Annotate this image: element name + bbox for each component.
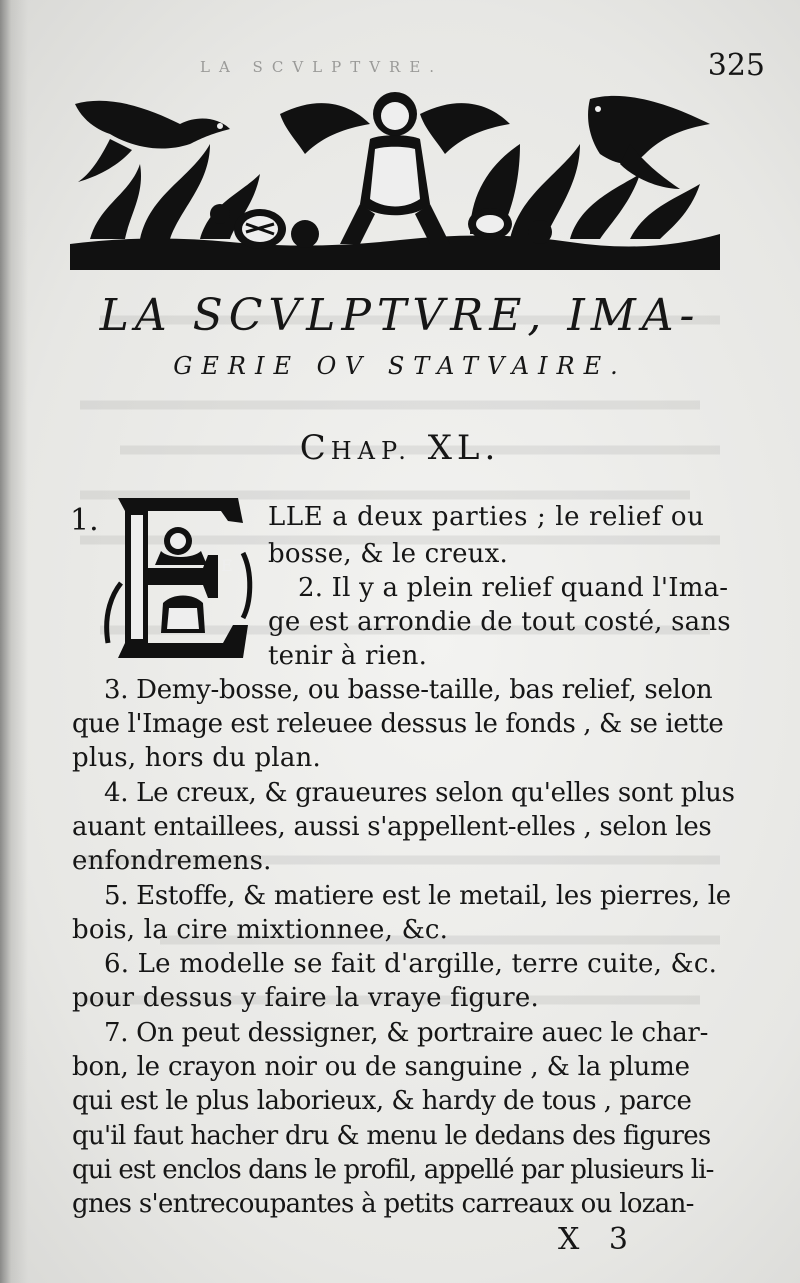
text-line: enfondremens. [72,846,272,876]
text-line: 2. Il y a plein relief quand l'Ima- [298,573,729,603]
text-line: auant entaillees, aussi s'appellent-elles , selon les [72,812,712,842]
text-line: qui est enclos dans le profil, appellé par plusieurs li- [72,1155,714,1185]
right-bird-icon [588,96,710,189]
text-line: qui est le plus laborieux, & hardy de tous , parce [72,1086,692,1116]
text-line: 6. Le modelle se fait d'argille, terre cuite, &c. [104,949,718,979]
page-number: 325 [707,48,765,83]
text-line: bosse, & le creux. [268,539,508,569]
text-line: bon, le crayon noir ou de sanguine , & la plume [72,1052,690,1082]
drop-cap-letter: E [221,556,233,575]
left-bird-icon [75,101,230,182]
chapter-title-line1: LA SCVLPTVRE, IMA- [99,290,701,341]
paragraph-number: 1. [70,503,99,538]
text-line: bois, la cire mixtionnee, &c. [72,915,449,945]
text-line: 4. Le creux, & graueures selon qu'elles sont plus [104,778,735,808]
right-foliage-icon [468,144,700,244]
drop-cap-ornament [103,493,253,663]
text-line: 5. Estoffe, & matiere est le metail, les pierres, le [104,881,731,911]
text-line: plus, hors du plan. [72,743,321,773]
text-line: pour dessus y faire la vraye figure. [72,983,539,1013]
text-line: que l'Image est releuee dessus le fonds , & se iette [72,709,724,739]
text-line: LLE a deux parties ; le relief ou [268,502,705,532]
chapter-label-rest: HAP. [330,437,412,465]
signature-mark: X 3 [558,1222,638,1257]
left-foliage-icon [90,144,319,249]
running-head: LA SCVLPTVRE. [200,58,444,76]
chapter-heading [270,428,530,468]
text-line: tenir à rien. [268,641,428,671]
text-line: 3. Demy-bosse, ou basse-taille, bas relief, selon [104,675,713,705]
text-line: qu'il faut hacher dru & menu le dedans des figures [72,1121,711,1151]
gutter-shadow [0,0,28,1283]
chapter-number: XL. [427,428,501,468]
chapter-title-line2: GERIE OV STATVAIRE. [173,352,627,380]
text-line: ge est arrondie de tout costé, sans [268,607,731,637]
chapter-label-initial: C [299,428,331,468]
text-line: 7. On peut dessigner, & portraire auec le char- [104,1018,709,1048]
woodcut-headpiece [70,84,720,270]
text-line: gnes s'entrecoupantes à petits carreaux ou lozan- [72,1189,694,1219]
